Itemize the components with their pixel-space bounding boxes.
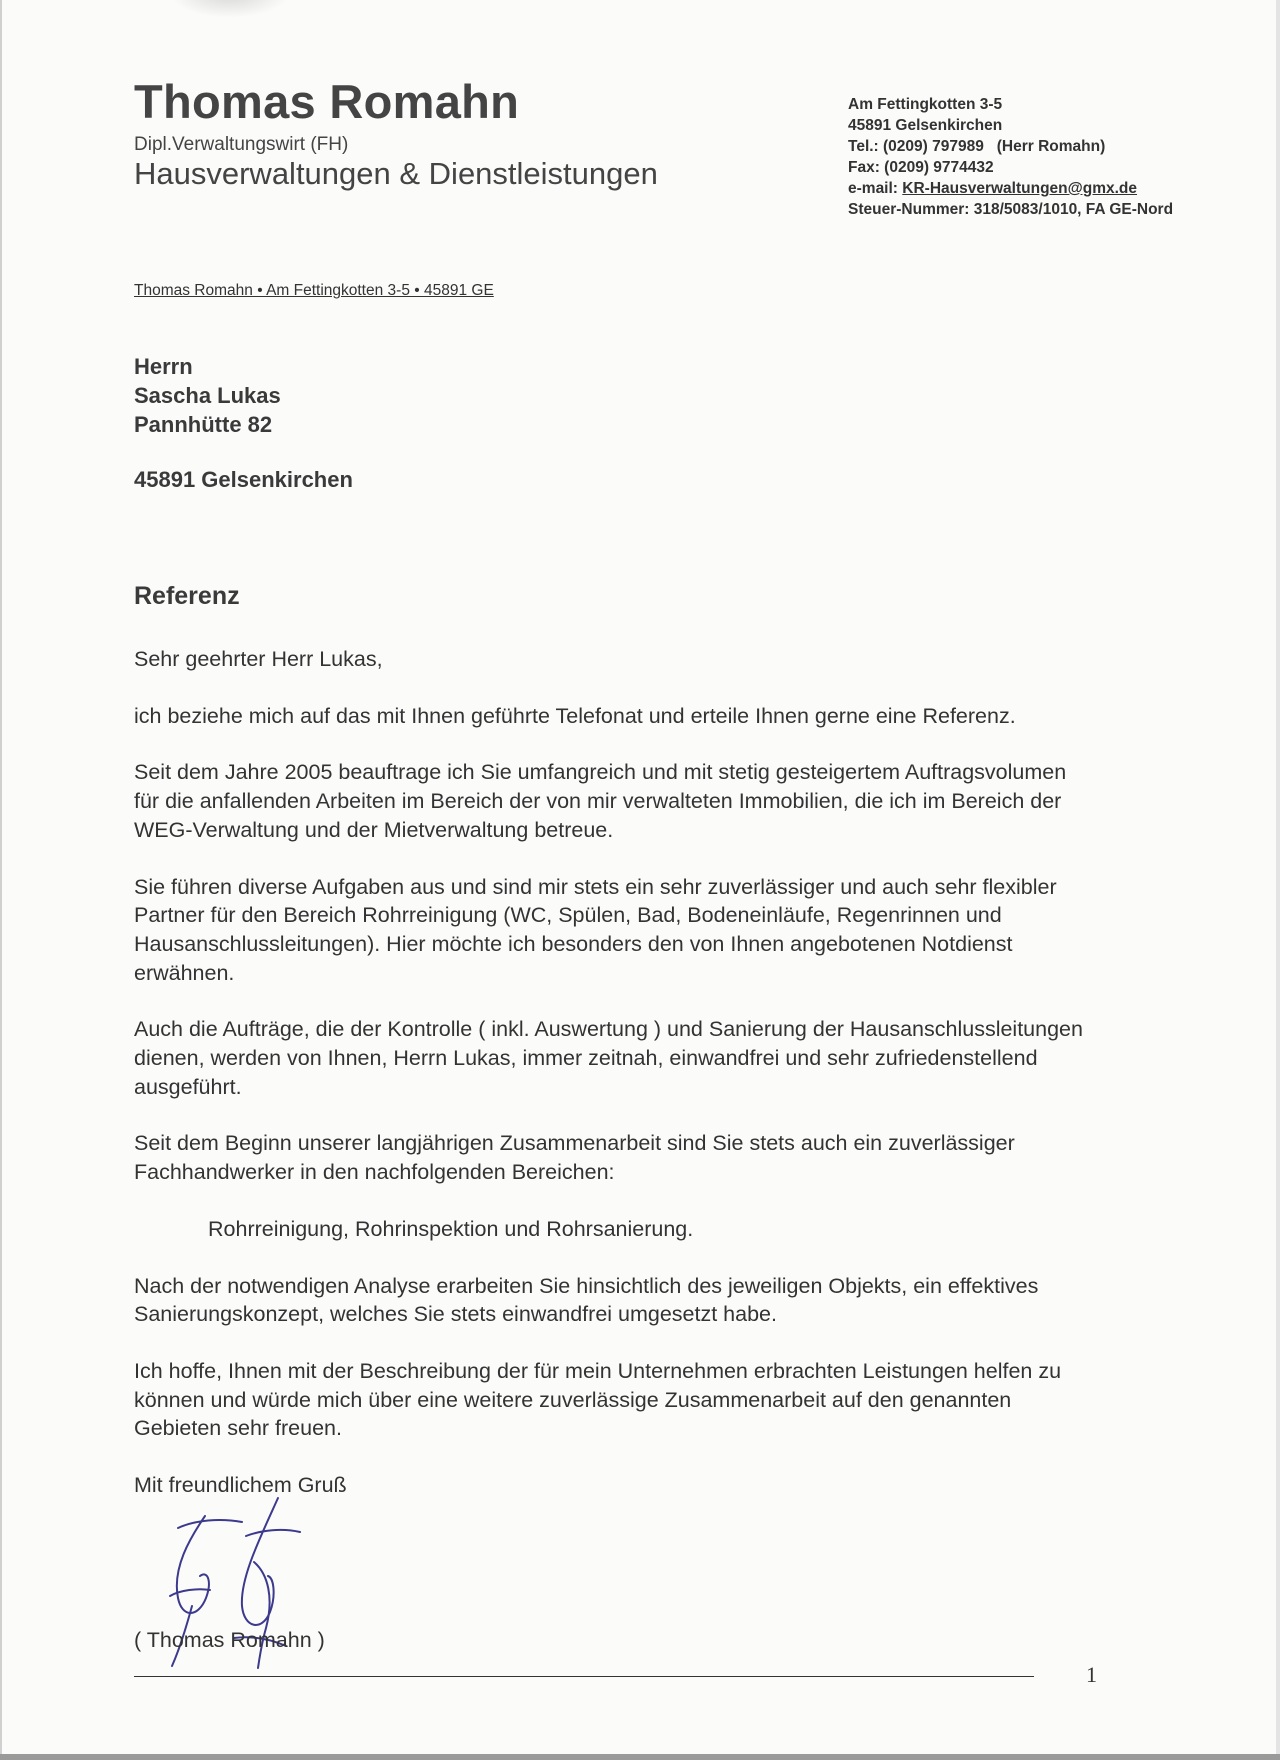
letter-body	[134, 645, 1094, 1500]
scan-edge-right	[1276, 0, 1280, 1760]
subject-line: Referenz	[134, 582, 240, 610]
page-number: 1	[1086, 1662, 1097, 1687]
contact-fax: Fax: (0209) 9774432	[848, 159, 994, 176]
scan-shadow	[170, 0, 290, 18]
paragraph-7: Ich hoffe, Ihnen mit der Beschreibung der für mein Unternehmen erbrachten Leistungen helfen zu können und würde mich über eine weitere zuverlässige Zusammenarbeit auf den genannten Gebieten sehr freuen.	[134, 1358, 1062, 1441]
contact-email-link[interactable]: KR-Hausverwaltungen@gmx.de	[902, 180, 1138, 197]
recipient-city: 45891 Gelsenkirchen	[134, 467, 353, 492]
paragraph-1: ich beziehe mich auf das mit Ihnen geführte Telefonat und erteile Ihnen gerne eine Referenz.	[134, 703, 1016, 728]
paragraph-2: Seit dem Jahre 2005 beauftrage ich Sie umfangreich und mit stetig gesteigertem Auftragsvolumen für die anfallenden Arbeiten im Bereich der von mir verwalteten Immobilien, die ich im Bereich der WEG-Verwaltung und der Mietverwaltung betreue.	[134, 760, 1067, 842]
contact-tel: Tel.: (0209) 797989 (Herr Romahn)	[848, 138, 1106, 155]
letterhead-degree: Dipl.Verwaltungswirt (FH)	[134, 134, 349, 155]
services-list: Rohrreinigung, Rohrinspektion und Rohrsanierung.	[208, 1216, 694, 1241]
contact-street: Am Fettingkotten 3-5	[848, 96, 1003, 113]
recipient-block	[134, 352, 281, 439]
contact-block	[848, 94, 1173, 220]
contact-city: 45891 Gelsenkirchen	[848, 117, 1003, 134]
paragraph-4: Auch die Aufträge, die der Kontrolle ( inkl. Auswertung ) und Sanierung der Hausanschlussleitungen dienen, werden von Ihnen, Herrn Lukas, immer zeitnah, einwandfrei und sehr zufriedenstellend ausgeführt.	[134, 1017, 1083, 1099]
contact-email-row	[848, 178, 1173, 199]
contact-tax-number: Steuer-Nummer: 318/5083/1010, FA GE-Nord	[848, 201, 1174, 218]
greeting: Sehr geehrter Herr Lukas,	[134, 647, 383, 671]
contact-email-label: e-mail:	[848, 180, 903, 197]
paragraph-6: Nach der notwendigen Analyse erarbeiten Sie hinsichtlich des jeweiligen Objekts, ein effektives Sanierungskonzept, welches Sie stets einwandfrei umgesetzt habe.	[134, 1273, 1039, 1327]
paragraph-5: Seit dem Beginn unserer langjährigen Zusammenarbeit sind Sie stets auch ein zuverlässiger Fachhandwerker in den nachfolgenden Bereichen:	[134, 1131, 1015, 1185]
letterhead-name: Thomas Romahn	[134, 75, 520, 128]
recipient-street: Pannhütte 82	[134, 412, 273, 437]
footer-rule	[134, 1676, 1034, 1677]
recipient-name: Sascha Lukas	[134, 383, 281, 408]
signer-name: ( Thomas Romahn )	[134, 1628, 325, 1652]
closing: Mit freundlichem Gruß	[134, 1473, 347, 1498]
scan-edge-left	[0, 0, 2, 1760]
letterhead-tagline: Hausverwaltungen & Dienstleistungen	[134, 156, 658, 191]
paragraph-3: Sie führen diverse Aufgaben aus und sind mir stets ein sehr zuverlässiger und auch sehr flexibler Partner für den Bereich Rohrreinigung (WC, Spülen, Bad, Bodeneinläufe, Regenrinnen und Hausanschlussleitungen). Hier möchte ich besonders den von Ihnen angebotenen Notdienst erwähnen.	[134, 874, 1069, 985]
scan-edge-bottom	[0, 1754, 1280, 1760]
recipient-salutation: Herrn	[134, 354, 193, 379]
return-address: Thomas Romahn • Am Fettingkotten 3-5 • 45891 GE	[134, 282, 494, 299]
